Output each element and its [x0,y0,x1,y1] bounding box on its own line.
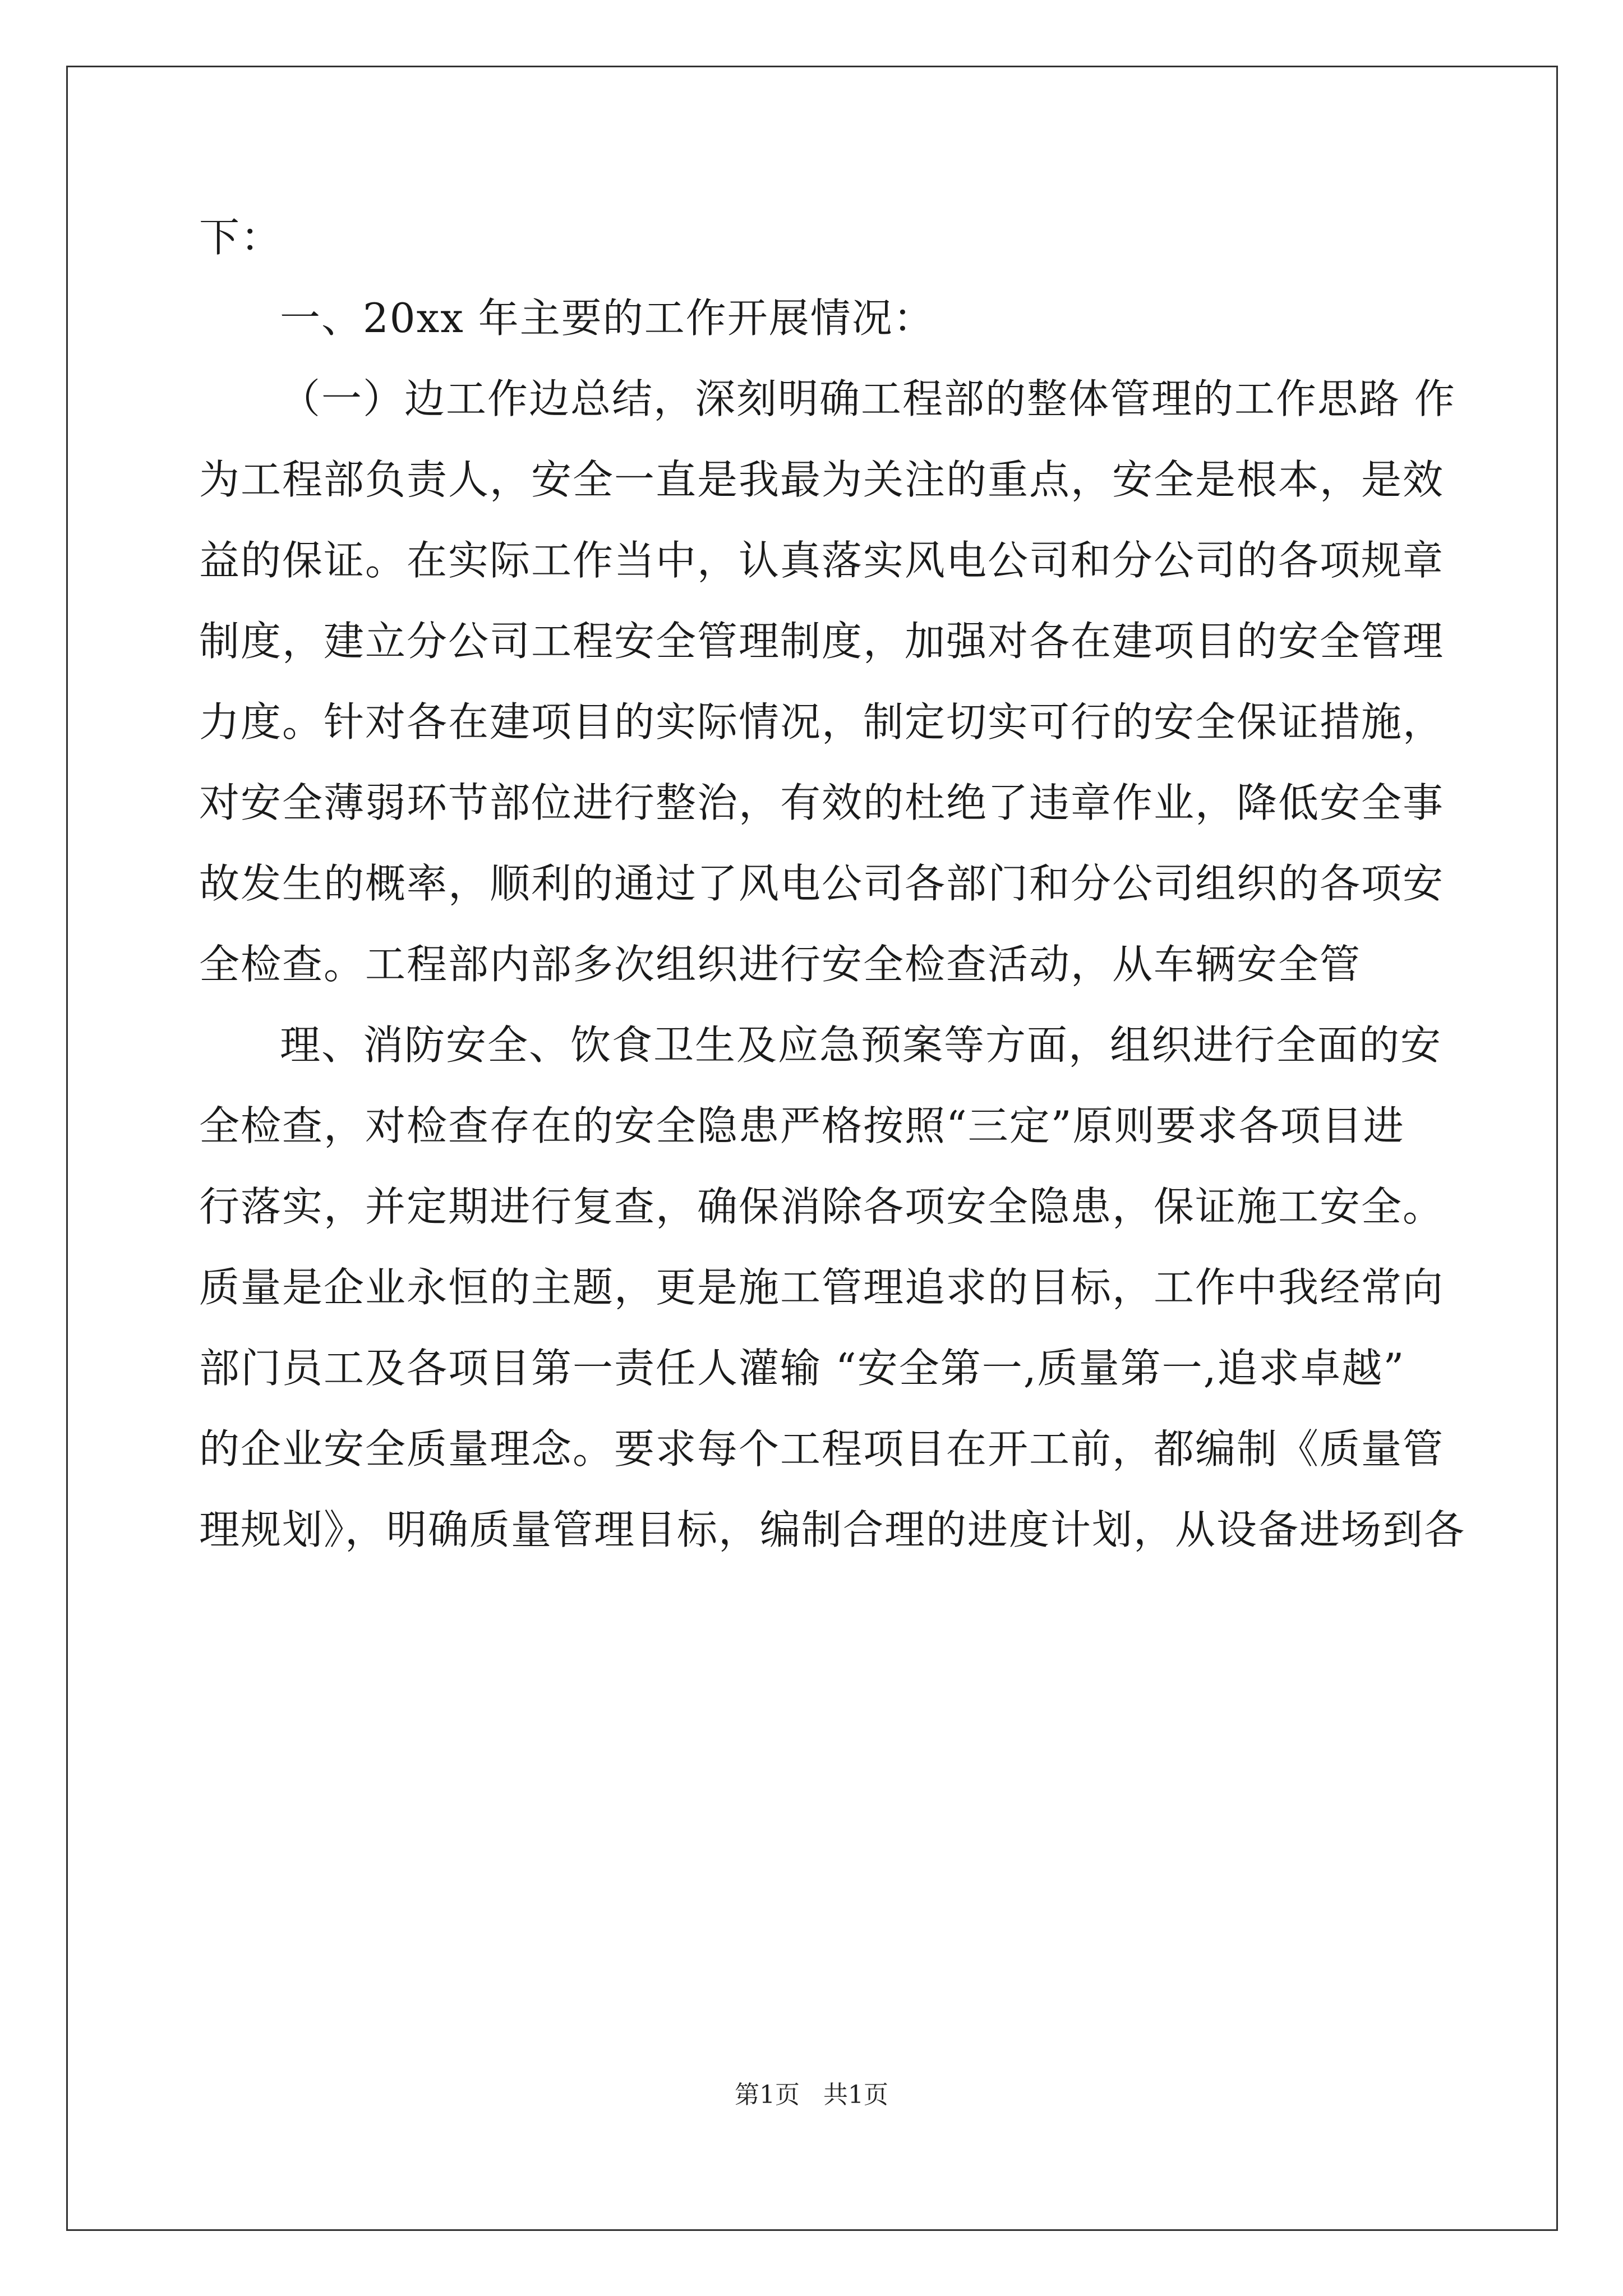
text-line: 下： [199,214,283,261]
text-line: 质量是企业永恒的主题，更是施工管理追求的目标，工作中我经常向 [199,1264,1445,1311]
text-line: 对安全薄弱环节部位进行整治，有效的杜绝了违章作业，降低安全事 [199,779,1445,826]
text-line: 的企业安全质量理念。要求每个工程项目在开工前，都编制《质量管 [199,1425,1445,1473]
page-footer: 第1页 共1页 [735,2081,888,2109]
text-line: 力度。针对各在建项目的实际情况，制定切实可行的安全保证措施， [199,698,1445,746]
text-line: 全检查。工程部内部多次组织进行安全检查活动，从车辆安全管 [199,941,1362,988]
text-line: 为工程部负责人，安全一直是我最为关注的重点，安全是根本，是效 [199,456,1445,503]
text-line: 益的保证。在实际工作当中，认真落实风电公司和分公司的各项规章 [199,537,1445,584]
subsection-heading: （一）边工作边总结，深刻明确工程部的整体管理的工作思路 作 [280,375,1456,422]
text-line: 理规划》，明确质量管理目标，编制合理的进度计划，从设备进场到各 [199,1506,1466,1553]
text-line: 制度，建立分公司工程安全管理制度，加强对各在建项目的安全管理 [199,618,1445,665]
text-line: 全检查，对检查存在的安全隐患严格按照“三定”原则要求各项目进 [199,1102,1405,1149]
text-line: 部门员工及各项目第一责任人灌输 “安全第一,质量第一,追求卓越” [199,1345,1405,1392]
section-heading: 一、20xx 年主要的工作开展情况： [280,295,935,342]
text-line: 行落实，并定期进行复查，确保消除各项安全隐患，保证施工安全。 [199,1183,1445,1230]
text-line: 理、消防安全、饮食卫生及应急预案等方面，组织进行全面的安 [280,1022,1442,1069]
text-line: 故发生的概率，顺利的通过了风电公司各部门和分公司组织的各项安 [199,860,1445,907]
